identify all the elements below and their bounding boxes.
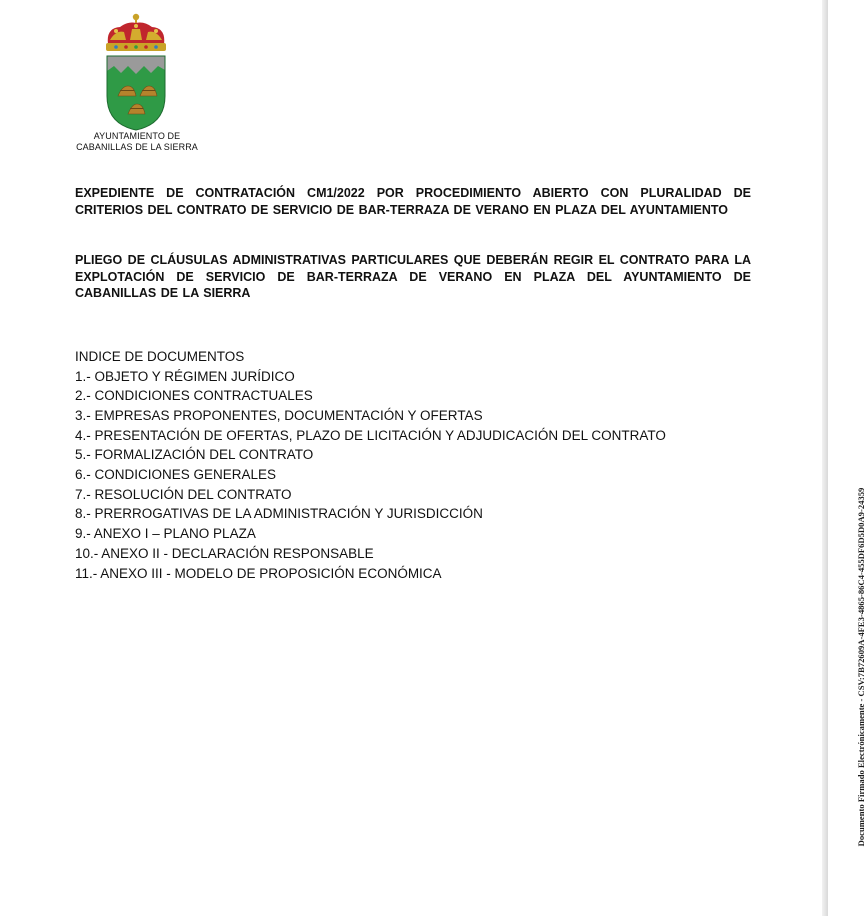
org-name (56, 131, 218, 153)
index-item: 8.- PRERROGATIVAS DE LA ADMINISTRACIÓN Y JURISDICCIÓN (75, 506, 483, 522)
page-edge (822, 0, 828, 916)
document-index (75, 347, 735, 583)
org-name-line1: AYUNTAMIENTO DE (93, 131, 181, 141)
electronic-signature-note: Documento Firmado Electrónicamente - CSV:7B72609A-4FE3-4865-86C4-455DF6D5D0A9-24359 (856, 487, 866, 847)
index-item: 2.- CONDICIONES CONTRACTUALES (75, 388, 313, 404)
index-item: 7.- RESOLUCIÓN DEL CONTRATO (75, 486, 292, 502)
document-title: EXPEDIENTE DE CONTRATACIÓN CM1/2022 POR PROCEDIMIENTO ABIERTO CON PLURALIDAD DE CRITERIOS DEL CONTRATO DE SERVICIO DE BAR-TERRAZA DE VERANO EN PLAZA DEL AYUNTAMIENTO (75, 186, 751, 217)
index-heading: INDICE DE DOCUMENTOS (75, 349, 245, 364)
index-list (75, 367, 735, 584)
index-item: 9.- ANEXO I – PLANO PLAZA (75, 526, 256, 542)
index-item: 5.- FORMALIZACIÓN DEL CONTRATO (75, 447, 314, 463)
index-item: 10.- ANEXO II - DECLARACIÓN RESPONSABLE (75, 545, 374, 561)
index-item: 11.- ANEXO III - MODELO DE PROPOSICIÓN ECONÓMICA (75, 565, 442, 581)
index-item: 3.- EMPRESAS PROPONENTES, DOCUMENTACIÓN Y OFERTAS (75, 407, 483, 423)
org-name-line2: CABANILLAS DE LA SIERRA (76, 142, 198, 152)
municipal-coat-of-arms-icon (86, 10, 186, 134)
index-item: 6.- CONDICIONES GENERALES (75, 467, 277, 483)
document-subtitle: PLIEGO DE CLÁUSULAS ADMINISTRATIVAS PARTICULARES QUE DEBERÁN REGIR EL CONTRATO PARA LA EXPLOTACIÓN DE SERVICIO DE BAR-TERRAZA DE VERANO EN PLAZA DEL AYUNTAMIENTO DE CABANILLAS DE LA SIERRA (75, 253, 751, 300)
index-item: 1.- OBJETO Y RÉGIMEN JURÍDICO (75, 368, 295, 384)
index-item: 4.- PRESENTACIÓN DE OFERTAS, PLAZO DE LICITACIÓN Y ADJUDICACIÓN DEL CONTRATO (75, 427, 666, 443)
